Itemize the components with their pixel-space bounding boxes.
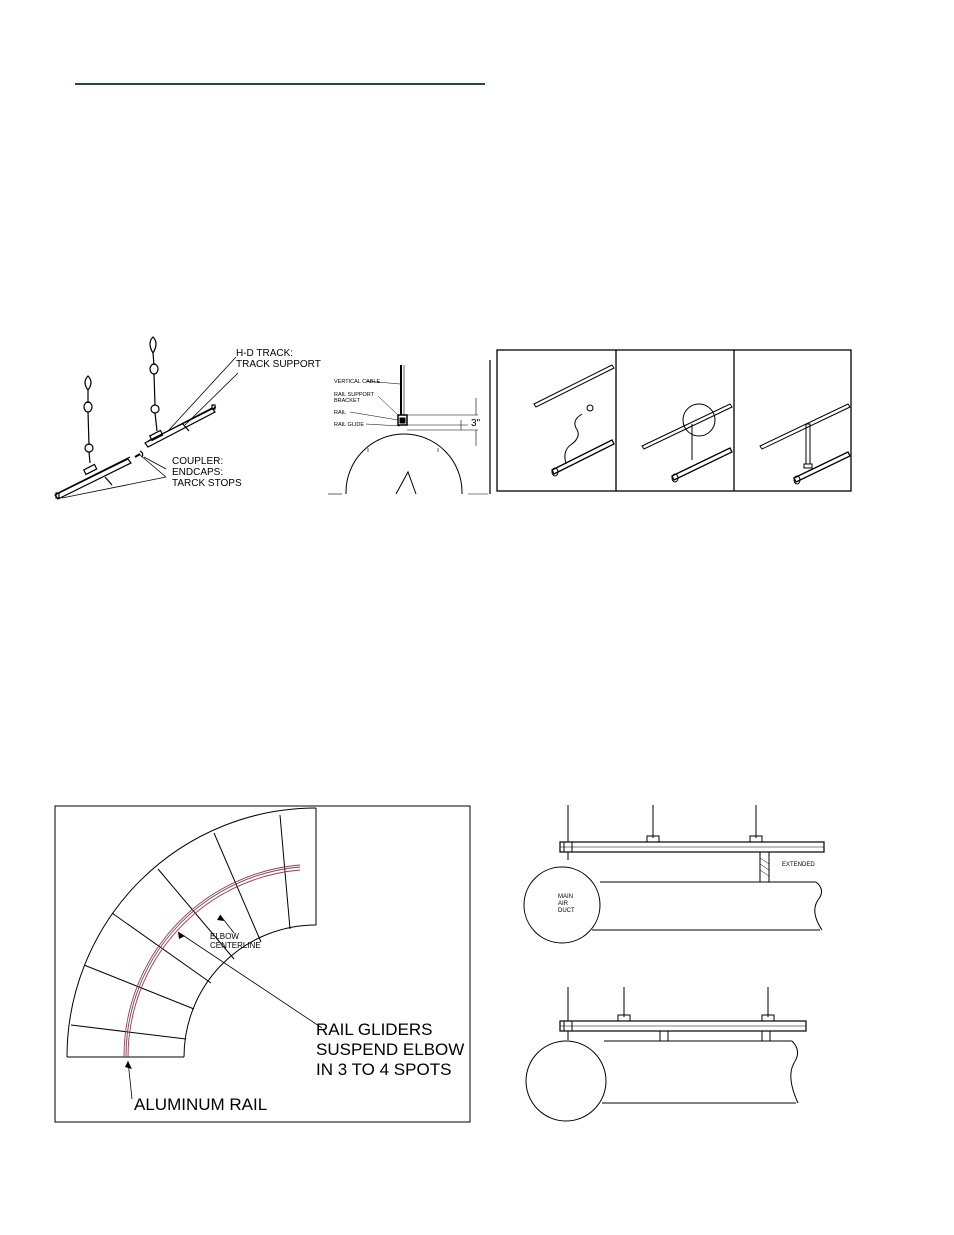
figure-install-steps	[494, 348, 854, 494]
label-rail-gliders: RAIL GLIDERS	[316, 1020, 433, 1039]
figure-rail-glide-section	[328, 360, 493, 505]
label-rail-glide: RAIL GLIDE	[334, 422, 365, 428]
label-elbow: ELBOW	[210, 932, 239, 941]
label-vertical-cable: VERTICAL CABLE	[334, 379, 381, 385]
label-coupler: COUPLER:	[172, 456, 224, 467]
label-aluminum-rail: ALUMINUM RAIL	[134, 1095, 268, 1114]
label-track-stops: TARCK STOPS	[172, 478, 242, 489]
section-rule	[75, 83, 485, 85]
label-hd-track: H-D TRACK:	[236, 348, 294, 359]
figure-elbow-rail	[54, 805, 472, 1125]
figure-duct-suspension	[520, 800, 860, 1125]
label-air: AIR	[558, 901, 569, 907]
label-duct: DUCT	[558, 908, 575, 914]
label-bracket: BRACKET	[334, 398, 360, 404]
dimension-label: 3"	[471, 418, 481, 429]
label-suspend-elbow: SUSPEND ELBOW	[316, 1040, 465, 1059]
label-centerline: CENTERLINE	[210, 941, 261, 950]
label-rail-support: RAIL SUPPORT	[334, 392, 375, 398]
label-spots: IN 3 TO 4 SPOTS	[316, 1060, 452, 1079]
label-extended: EXTENDED	[782, 862, 815, 868]
label-rail: RAIL	[334, 410, 347, 416]
label-endcaps: ENDCAPS:	[172, 467, 224, 478]
label-main: MAIN	[558, 894, 573, 900]
figure-track-system	[40, 335, 340, 510]
label-track-support: TRACK SUPPORT	[236, 359, 321, 370]
